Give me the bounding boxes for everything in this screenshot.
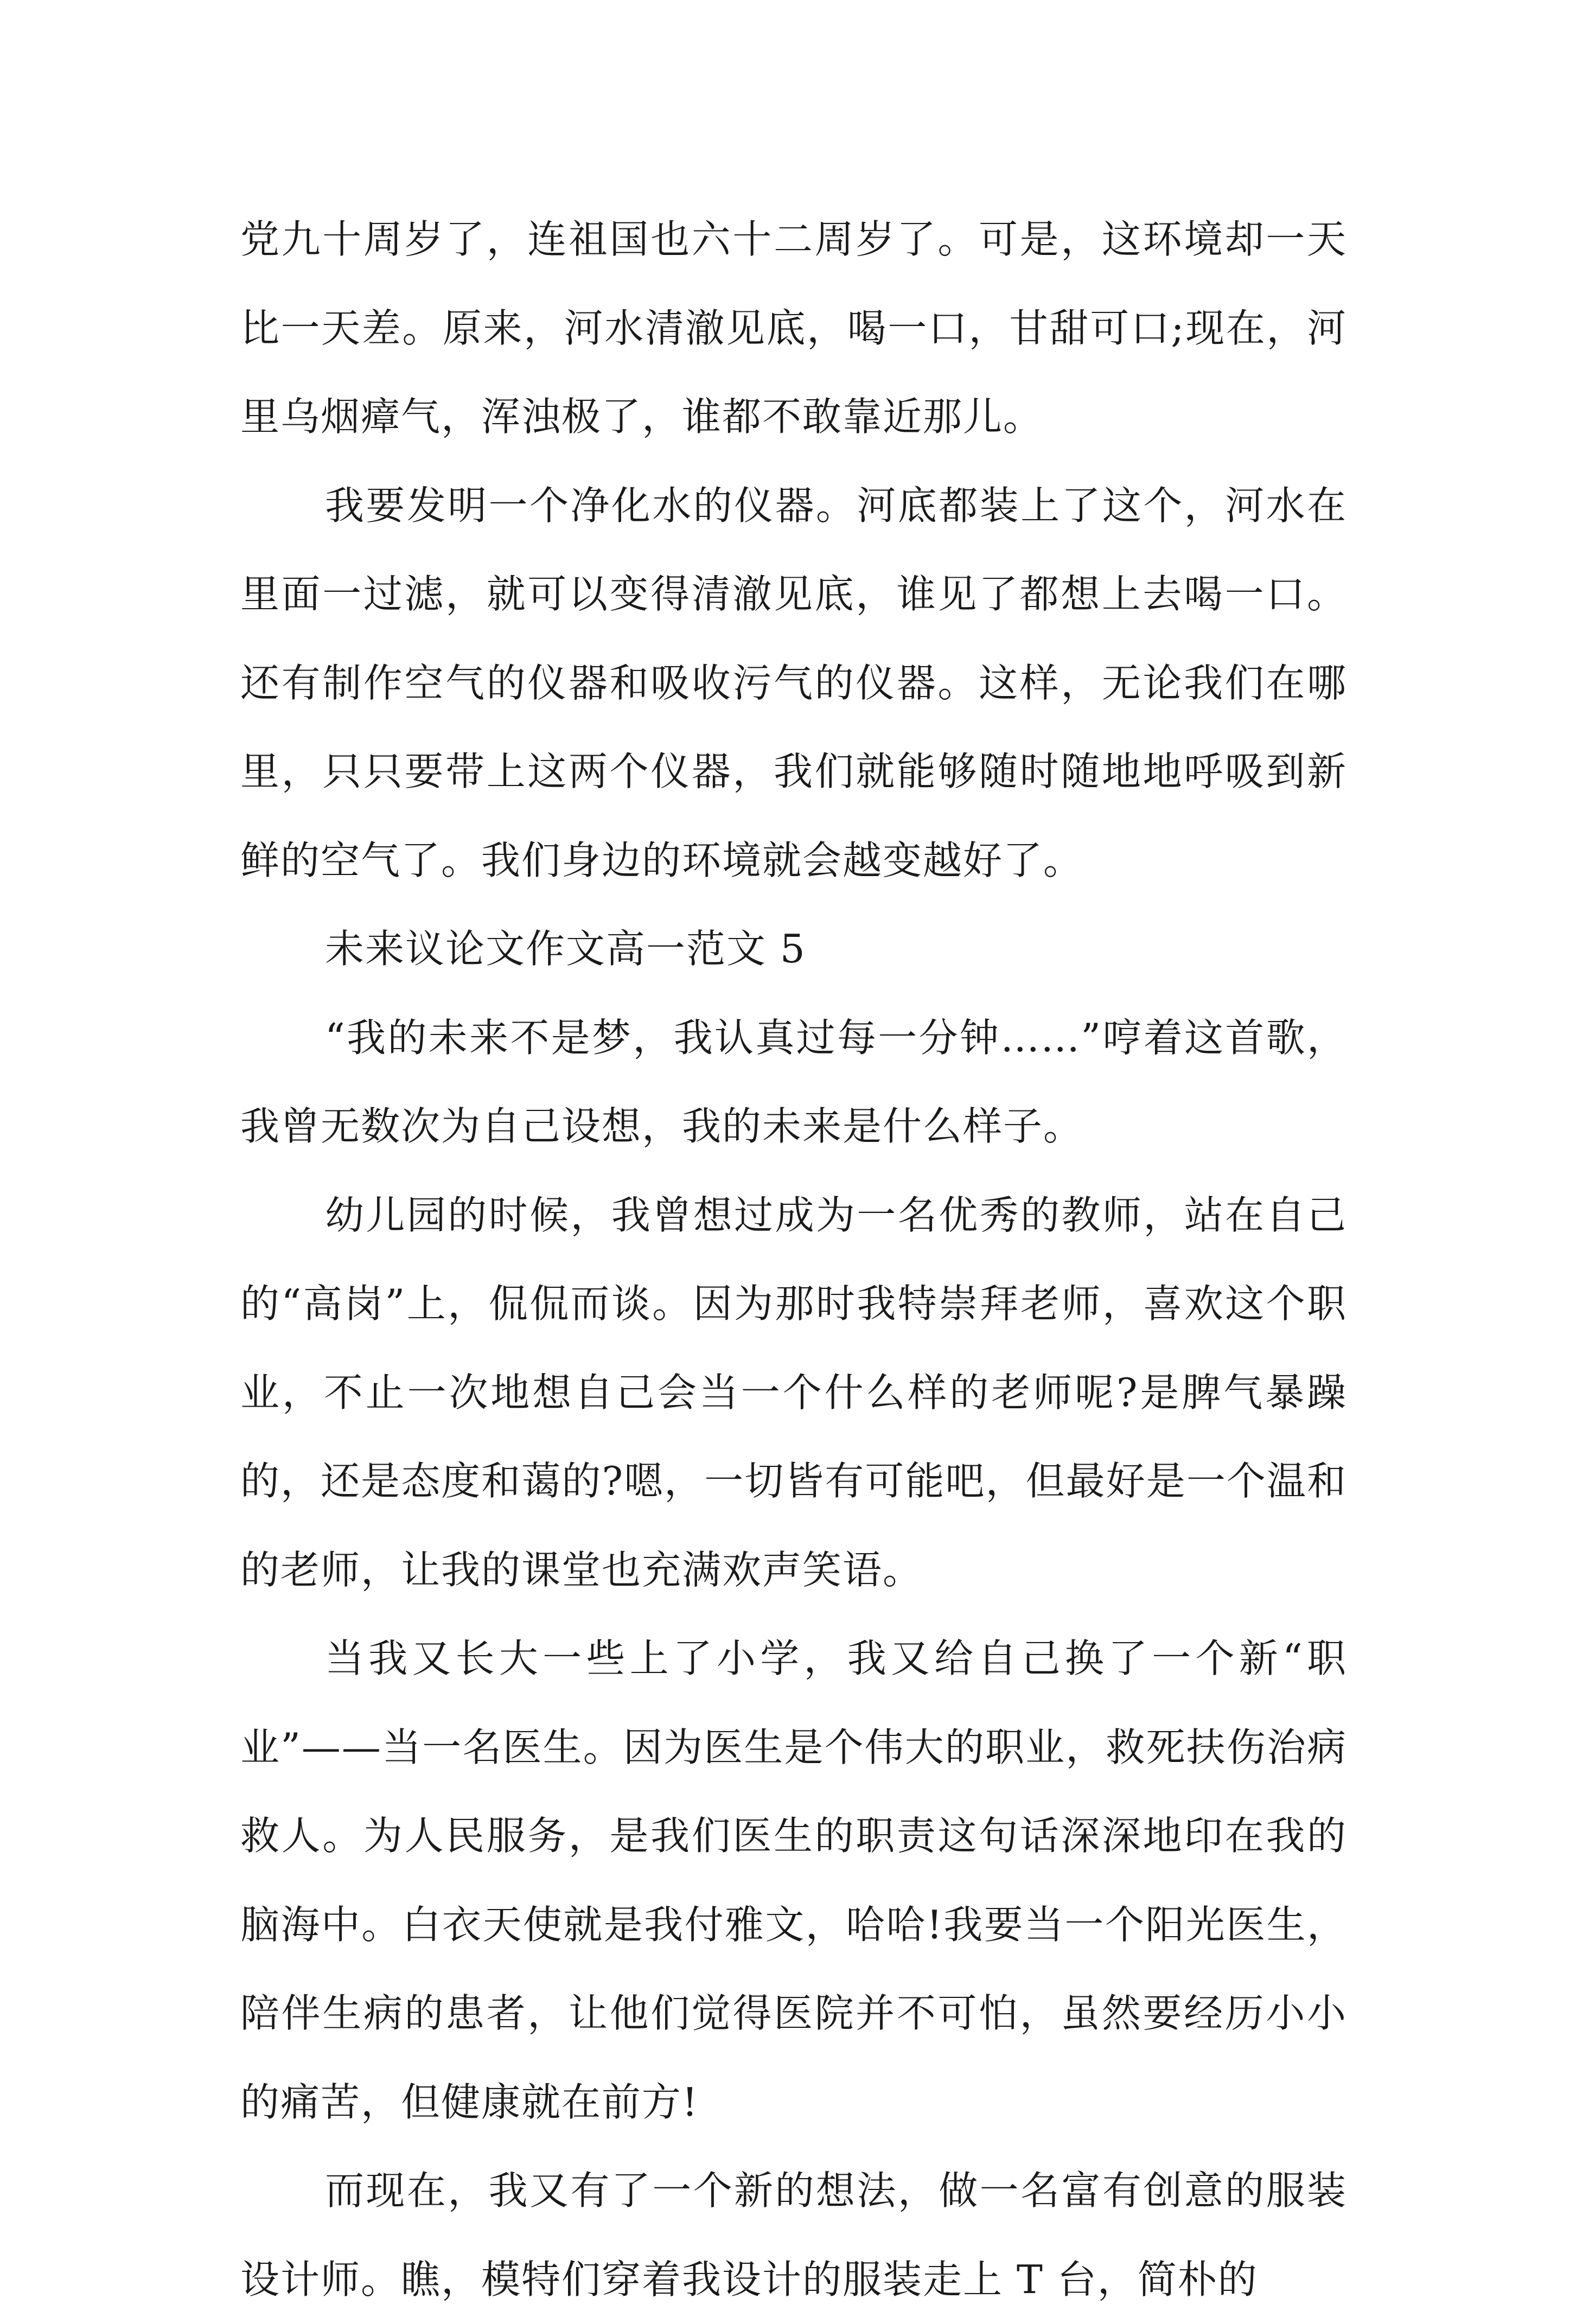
section-heading: 未来议论文作文高一范文 5 xyxy=(325,926,806,972)
paragraph-3: “我的未来不是梦，我认真过每一分钟……”哼着这首歌，我曾无数次为自己设想，我的未来是什么样子。 xyxy=(240,1014,1347,1149)
paragraph-2: 我要发明一个净化水的仪器。河底都装上了这个，河水在里面一过滤，就可以变得清澈见底，谁见了都想上去喝一口。还有制作空气的仪器和吸收污气的仪器。这样，无论我们在哪里，只只要带上这两个仪器，我们就能够随时随地地呼吸到新鲜的空气了。我们身边的环境就会越变越好了。 xyxy=(240,482,1347,883)
paragraph-6: 而现在，我又有了一个新的想法，做一名富有创意的服装设计师。瞧，模特们穿着我设计的服装走上 T 台，简朴的 xyxy=(240,2168,1347,2302)
document-page xyxy=(240,195,1347,2324)
paragraph-4: 幼儿园的时候，我曾想过成为一名优秀的教师，站在自己的“高岗”上，侃侃而谈。因为那时我特崇拜老师，喜欢这个职业，不止一次地想自己会当一个什么样的老师呢?是脾气暴躁的，还是态度和蔼的?嗯，一切皆有可能吧，但最好是一个温和的老师，让我的课堂也充满欢声笑语。 xyxy=(240,1192,1347,1593)
paragraph-5: 当我又长大一些上了小学，我又给自己换了一个新“职业”——当一名医生。因为医生是个伟大的职业，救死扶伤治病救人。为人民服务，是我们医生的职责这句话深深地印在我的脑海中。白衣天使就是我付雅文，哈哈!我要当一个阳光医生，陪伴生病的患者，让他们觉得医院并不可怕，虽然要经历小小的痛苦，但健康就在前方! xyxy=(240,1636,1347,2125)
paragraph-1: 党九十周岁了，连祖国也六十二周岁了。可是，这环境却一天比一天差。原来，河水清澈见底，喝一口，甘甜可口;现在，河里乌烟瘴气，浑浊极了，谁都不敢靠近那儿。 xyxy=(240,216,1347,439)
